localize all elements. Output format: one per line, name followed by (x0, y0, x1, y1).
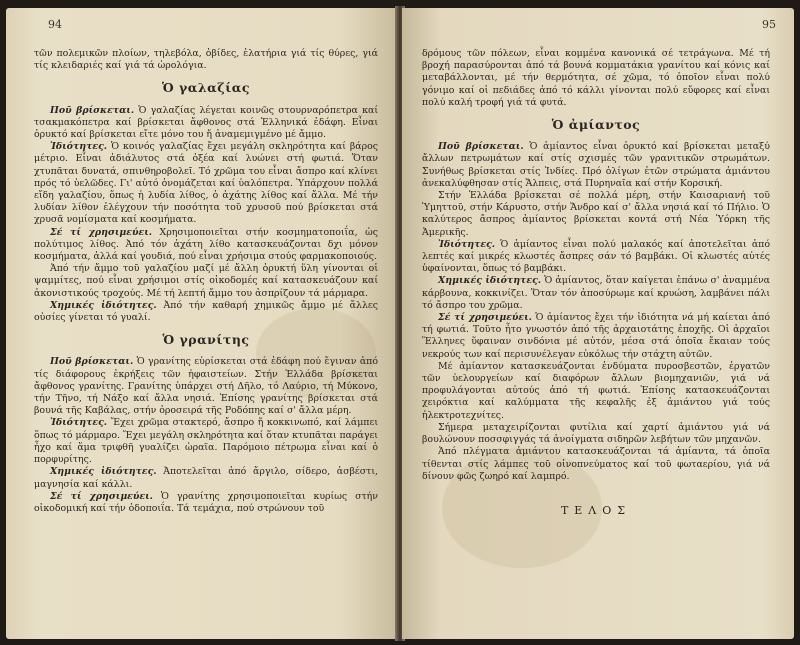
paragraph (34, 356, 378, 417)
paragraph-body: Ὁ γρανίτης εὑρίσκεται στά ἐδάφη πού ἔγιναν ἀπό τίς διάφορους ἐκρήξεις τῶν ἡφαιστείων. Στήν Ἑλλάδα βρίσκεται ἄφθονος γρανίτης. Γρανίτης ὑπάρχει στή Δῆλο, τό Λαύριο, τή Μύκονο, τήν Τῆνο, τή Νάξο καί ἄλλα νησιά. Ἐπίσης γρανίτης βρίσκεται στά βουνά τῆς Καβάλας, στήν ὀροσειρά τῆς Ροδόπης καί σ' ἄλλα μέρη. (34, 356, 378, 417)
left-page (6, 8, 398, 639)
paragraph-label: Ἰδιότητες. (50, 417, 108, 429)
paragraph: Στήν Ἑλλάδα βρίσκεται σέ πολλά μέρη, στήν Καισαριανή τοῦ Ὑμηττοῦ, στήν Κάρυστο, στήν Ἄνδρο καί σ' ἄλλα νησιά καί τό Πήλιο. Ὁ καλύτερος ἄσπρος ἀμίαντος βρίσκεται κοντά στή Νέα Ὑόρκη τῆς Ἀμερικῆς. (422, 190, 770, 238)
paragraph (422, 141, 770, 190)
paragraph-label: Σέ τί χρησιμεύει. (50, 490, 153, 502)
paragraph: Ἀπό τήν ἄμμο τοῦ γαλαζίου μαζί μέ ἄλλη ὀρυκτή ὕλη γίνονται οἱ ψαμμίτες, πού εἶναι χρήσιμοι στίς οἰκοδομές καί κατασκευάζουν καί ἀκονιστικούς τροχούς. Μέ τή λεπτή ἄμμο του ἀσπρίζουν τά μάρμαρα. (34, 263, 378, 299)
paragraph-label: Ἰδιότητες. (50, 141, 108, 153)
paragraph-body: Ὁ γαλαζίας λέγεται κοινῶς στουρναρόπετρα καί τσακμακόπετρα καί βρίσκεται ἄφθονος στά Ἑλληνικά ἐδάφη. Εἶναι ὀρυκτό καί βρίσκεται εἴτε μόνο του ἤ ἀναμεμιγμένο μέ ἄμμο. (34, 104, 378, 141)
paragraph-label: Ποῦ βρίσκεται. (50, 104, 135, 116)
paragraph: Σήμερα μεταχειρίζονται φυτίλια καί χαρτί ἀμιάντου γιά νά βουλώνουν ποσσφιγγάς τά ἀνοίγματα σιδηρῶν λεβήτων τῶν μηχανῶν. (422, 421, 770, 446)
paragraph (34, 466, 378, 490)
paragraph: Μέ ἀμίαντον κατασκευάζονται ἐνδύματα πυροσβεστῶν, ἐργατῶν τῶν ὑελουργείων καί διαφόρων ἄλλων βιομηχανιῶν, γιά νά προφυλάγονται αὐτούς ἀπό τή φωτιά. Ἐπίσης κατασκευάζονται χειρόκτια καί καλύμματα τῆς κεφαλῆς ἐξ ἀμιάντου γιά τούς ἠλεκτροτεχνίτες. (422, 360, 770, 421)
continued-paragraph: τῶν πολεμικῶν πλοίων, τηλεβόλα, ὀβίδες, ἐλατήρια γιά τίς θύρες, γιά τίς κλειδαριές καί γιά τά ὡρολόγια. (34, 48, 378, 72)
paragraph-label: Ἰδιότητες. (438, 238, 496, 250)
paragraph (34, 141, 378, 226)
paragraph (422, 239, 770, 276)
paragraph-body: Ὁ ἀμίαντος εἶναι πολύ μαλακός καί ἀποτελεῖται ἀπό λεπτές καί μικρές κλωστές ἄσπρες σάν τό βαμβάκι. Οἱ κλωστές αὐτές ὑφαίνονται, ὅπως τό βαμβάκι. (422, 238, 770, 275)
paragraph-label: Χημικές ἰδιότητες. (50, 299, 157, 311)
paragraph (34, 491, 378, 515)
paragraph (34, 105, 378, 142)
paragraph-body: Ἔχει χρῶμα στακτερό, ἄσπρο ἤ κοκκινωπό, καί λάμπει ὅπως τό μάρμαρο. Ἔχει μεγάλη σκληρότητα καί ὅταν κτυπᾶται παράγει ἦχο καί ἅμα τριφθῆ γυαλίζει ὡραῖα. Παρόμοιο πέτρωμα εἶναι καί ὁ πορφυρίτης. (34, 417, 378, 466)
paragraph-body: Χρησιμοποιεῖται στήν κοσμηματοποιΐα, ὡς πολύτιμος λίθος. Ἀπό τόν ἀχάτη λίθο κατασκευάζονται δχι μόνον κοσμήματα, ἀλλά καί γουδιά, πού εἶναι χρήσιμα στούς φαρμακοποιούς. (34, 226, 378, 263)
paragraph-label: Ποῦ βρίσκεται. (438, 141, 524, 153)
paragraph-label: Χημικές ἰδιότητες. (50, 466, 157, 478)
paragraph (422, 312, 770, 361)
right-page-text (422, 48, 770, 517)
page-number-left: 94 (48, 18, 62, 31)
paragraph-body: Ὁ γρανίτης χρησιμοποιεῖται κυρίως στήν οἰκοδομική καί τήν ὁδοποιΐα. Τά τεμάχια, πού στρώνουν τοῦ (34, 490, 378, 514)
end-mark: ΤΕΛΟΣ (560, 503, 632, 517)
paragraph-body: Ὁ ἀμίαντος, ὅταν καίγεται ἐπάνω σ' ἀναμμένα κάρβουνα, κοκκινίζει. Ὅταν τόν ἀποσύρωμε καί κρυώση, λαμβάνει πάλι τό ἄσπρο του χρῶμα. (422, 275, 770, 311)
paragraph: Ἀπό πλέγματα ἀμιάντου κατασκευάζονται τά ἀμίαντα, τά ὁποῖα τίθενται στίς λάμπες τοῦ οἰνοπνεύματος καί τοῦ φωταερίου, γιά νά δίνουν φῶς ζωηρό καί λαμπρό. (422, 446, 770, 482)
left-page-text (34, 48, 378, 515)
section-heading-amiantos: Ὁ ἀμίαντος (551, 117, 641, 133)
paragraph (34, 417, 378, 466)
paragraph-body: Ἀπό τήν καθαρή χημικῶς ἄμμο μέ ἄλλες οὐσίες γίνεται τό γυαλί. (34, 299, 378, 324)
paragraph (34, 227, 378, 264)
paragraph (34, 300, 378, 324)
paragraph-label: Σέ τί χρησιμεύει. (438, 312, 532, 324)
right-page (402, 8, 794, 639)
continued-paragraph: δρόμους τῶν πόλεων, εἶναι κομμένα κανονικά σέ τετράγωνα. Μέ τή βροχή παρασύρονται ἀπό τά βουνά κομματάκια γρανίτου καί κόνις καί μεταβάλλονται, μέ τήν θερμότητα, σέ χῶμα, τό ὁποῖον εἶναι πολύ γόνιμο καί οἱ πεδιάδες ἀπό τό κάλλι γίνονται πολύ εὔφορες καί εἶναι πολύ καλή τροφή γιά τά φυτά. (422, 48, 770, 108)
paragraph (422, 275, 770, 312)
paragraph-label: Χημικές ἰδιότητες. (438, 275, 542, 287)
page-number-right: 95 (762, 18, 776, 31)
paragraph-label: Σέ τί χρησιμεύει. (50, 226, 152, 238)
paragraph-label: Ποῦ βρίσκεται. (50, 356, 134, 368)
section-heading-granitis: Ὁ γρανίτης (162, 332, 250, 348)
paragraph-body: Ὁ κοινός γαλαζίας ἔχει μεγάλη σκληρότητα καί βάρος μέτριο. Εἶναι ἀδιάλυτος στά ὀξέα καί λυώνει στή φωτιά. Ὅταν χτυπᾶται δυνατά, σπινθηροβολεῖ. Τό χρῶμα του εἶναι ἄσπρο καί κλίνει πρός τό ὑελῶδες. Γι' αὐτό ὀνομάζεται καί ὑαλόπετρα. Ὑπάρχουν πολλά εἴδη γαλαζίου, ὅπως ἡ λυδία λίθος, ὁ ἀχάτης λίθος καί ἄλλα. Μέ τήν λυδίαν λίθον ἐλέγχουν τήν ποσότητα τοῦ χρυσοῦ πού βρίσκεται στά χρυσᾶ νομίσματα καί κοσμήματα. (34, 141, 378, 226)
paragraph-body: Ἀποτελεῖται ἀπό ἄργιλο, σίδερο, ἀσβέστι, μαγνησία καί κάλλι. (34, 466, 378, 490)
paragraph-body: Ὁ ἀμίαντος ἔχει τήν ἰδιότητα νά μή καίεται ἀπό τή φωτιά. Τοῦτο ἦτο γνωστόν ἀπό τῆς ἀρχαιοτάτης ἐποχῆς. Οἱ ἀρχαῖοι Ἕλληνες ὕφαιναν σινδόνια μέ αὐτόν, μέσα στά ὁποῖα ἔκαιαν τούς νεκρούς των καί περισυνέλεγαν εὐκόλως τήν στάχτη αὐτῶν. (422, 312, 771, 360)
section-heading-galazias: Ὁ γαλαζίας (162, 80, 250, 96)
paragraph-body: Ὁ ἀμίαντος εἶναι ὀρυκτό καί βρίσκεται μεταξύ ἄλλων πετρωμάτων καί στίς σχισμές τῶν γρανιτικῶν στρωμάτων. Συνήθως βρίσκεται στίς Ἰνδίες. Πρό ὀλίγων ἐτῶν στρώματα ἀμιάντου ἀνεκαλύφθησαν στίς Ἄλπεις, στά Πυρηναῖα καί στήν Κορσική. (422, 141, 770, 189)
